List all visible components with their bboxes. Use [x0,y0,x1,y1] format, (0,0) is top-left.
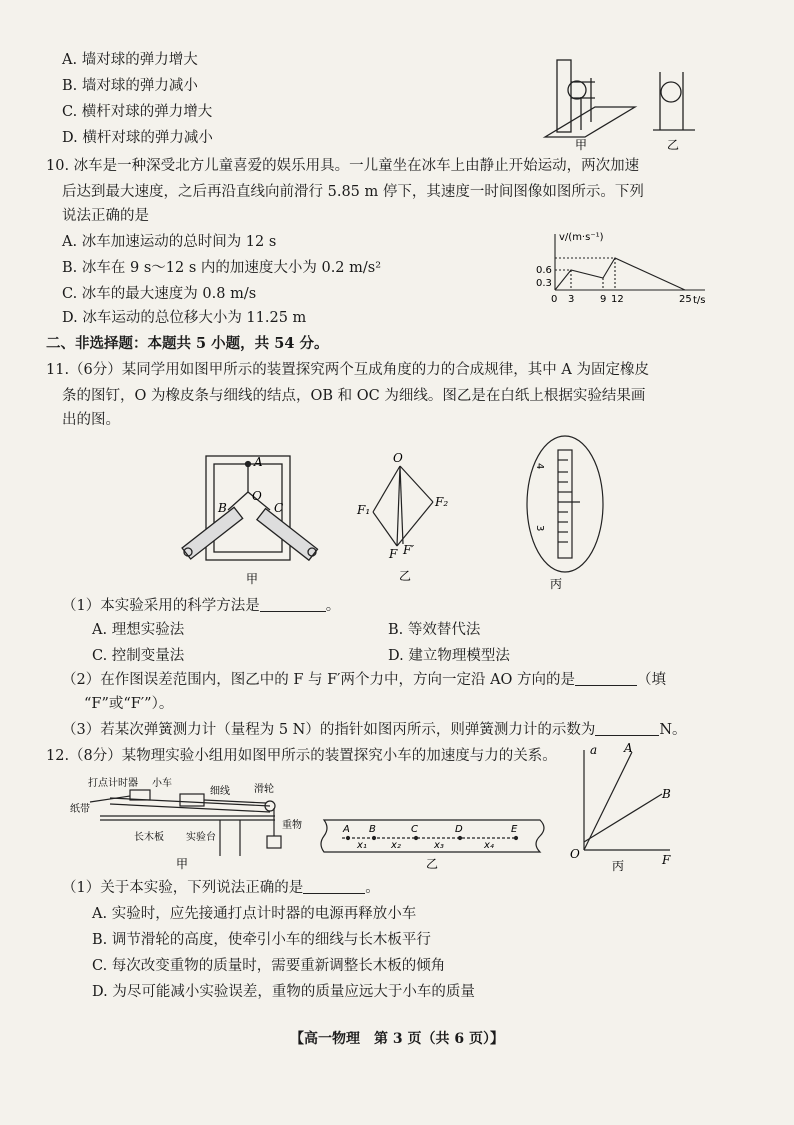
q11-point-c: C [274,501,284,515]
q10-stem-3: 说法正确的是 [62,208,149,224]
q11-stem-1: 11.（6分）某同学用如图甲所示的装置探究两个互成角度的力的合成规律，其中 A 为固定橡皮 [46,362,649,378]
q11-sub1-option-d: D. 建立物理模型法 [388,648,510,664]
q11-sub3-blank[interactable] [595,721,659,736]
q12-fig-car: 小车 [152,778,172,789]
page-footer: 【高一物理 第 3 页（共 6 页）】 [290,1031,504,1047]
q10-graph-xtick-9: 9 [600,294,607,305]
q11-sub1: （1）本实验采用的科学方法是 。 [62,598,341,614]
q12-fig-jia-label: 甲 [176,857,189,871]
q12-sub1-option-d: D. 为尽可能减小实验误差，重物的质量应远大于小车的质量 [92,984,475,1000]
q11-sub1-option-b: B. 等效替代法 [388,622,481,638]
q12-sub1-option-c: C. 每次改变重物的质量时，需要重新调整长木板的倾角 [92,958,446,974]
q11-sub1-blank[interactable] [260,597,326,612]
q10-graph-xtick-25: 25 [679,294,692,305]
q12-graph-xlabel: F [662,853,671,867]
q11-sub2-cont: “F”或“F′”）。 [84,696,174,712]
q11-fig-yi-label: 乙 [399,569,412,583]
q12-fig-yi [318,808,554,872]
q12-tape-x2: x₂ [391,840,401,851]
q10-graph-xtick-3: 3 [568,294,575,305]
q11-stem-3: 出的图。 [62,412,120,428]
q12-sub1: （1）关于本实验，下列说法正确的是 。 [62,880,380,896]
q10-graph-xtick-12: 12 [611,294,624,305]
q12-graph-line-b: B [662,787,671,801]
q11-sub3: （3）若某次弹簧测力计（量程为 5 N）的指针如图丙所示，则弹簧测力计的示数为 N。 [62,722,687,738]
q11-fig-bing [520,432,620,592]
q12-graph-line-a: A [624,742,633,755]
q12-tape-x4: x₄ [484,840,494,851]
q11-fig-jia [170,450,330,590]
q11-sub2-blank[interactable] [575,671,637,686]
q10-option-b: B. 冰车在 9 s～12 s 内的加速度大小为 0.2 m/s² [62,260,382,276]
q10-stem-1: 10. 冰车是一种深受北方儿童喜爱的娱乐用具。一儿童坐在冰车上由静止开始运动，两次加速 [46,158,640,174]
q12-fig-table: 实验台 [186,832,216,843]
q11-fig-yi-o: O [393,451,403,465]
q9-option-b: B. 墙对球的弹力减小 [62,78,198,94]
q12-fig-tape: 纸带 [70,804,90,815]
q12-graph-ylabel: a [590,743,598,757]
q12-fig-pulley: 滑轮 [254,784,274,795]
q11-point-o: O [252,489,262,503]
q10-graph-ylabel: v/(m·s⁻¹) [559,232,604,243]
q11-sub1-option-a: A. 理想实验法 [92,622,185,638]
q11-point-a: A [254,455,263,469]
q11-fig-jia-label: 甲 [246,572,259,586]
q11-fig-yi-f2: F₂ [435,495,449,509]
q10-graph-ytick-03: 0.3 [536,278,552,289]
q12-stem: 12.（8分）某物理实验小组用如图甲所示的装置探究小车的加速度与力的关系。 [46,748,557,764]
q12-tape-d: D [455,824,463,835]
q10-graph-xlabel: t/s [693,295,706,306]
q11-point-b: B [218,501,227,515]
q9-fig-jia-label: 甲 [575,138,588,152]
q10-option-a: A. 冰车加速运动的总时间为 12 s [62,234,277,250]
q9-fig-jia-diagram [545,60,695,137]
q12-tape-x1: x₁ [357,840,367,851]
q10-option-c: C. 冰车的最大速度为 0.8 m/s [62,286,257,302]
q10-stem-2: 后达到最大速度，之后再沿直线向前滑行 5.85 m 停下，其速度一时间图像如图所示。下列 [62,184,644,200]
q12-fig-board: 长木板 [134,832,164,843]
q12-tape-b: B [369,824,376,835]
q10-vt-graph [535,228,715,306]
q12-tape-e: E [511,824,518,835]
q12-tape-c: C [411,824,418,835]
q12-fig-weight: 重物 [282,820,302,831]
q9-fig-yi-label: 乙 [667,138,680,152]
q9-figure [535,42,715,152]
q9-option-d: D. 横杆对球的弹力减小 [62,130,213,146]
q12-fig-yi-label: 乙 [426,857,439,871]
q11-scale-4: 4 [534,463,545,470]
q11-fig-yi-fprime: F′ [403,543,415,557]
q11-fig-yi-f1: F₁ [357,503,371,517]
section-2-title: 二、非选择题：本题共 5 小题，共 54 分。 [46,335,329,352]
q11-stem-2: 条的图钉，O 为橡皮条与细线的结点，OB 和 OC 为细线。图乙是在白纸上根据实验结果画 [62,388,646,404]
q12-fig-bing-label: 丙 [612,859,625,872]
q12-graph-origin: O [570,847,580,861]
q12-sub1-option-b: B. 调节滑轮的高度，使牵引小车的细线与长木板平行 [92,932,431,948]
q9-fig-yi-diagram [653,72,695,130]
q10-option-d: D. 冰车运动的总位移大小为 11.25 m [62,310,307,326]
q12-sub1-option-a: A. 实验时，应先接通打点计时器的电源再释放小车 [92,906,417,922]
q12-fig-jia [70,776,310,872]
q12-tape-a: A [343,824,350,835]
q12-tape-x3: x₃ [434,840,444,851]
q12-fig-timer: 打点计时器 [88,778,138,789]
q10-graph-xtick-0: 0 [551,294,558,305]
q11-scale-3: 3 [534,525,545,532]
q11-fig-yi [355,450,455,585]
q10-graph-ytick-06: 0.6 [536,265,552,276]
q9-option-a: A. 墙对球的弹力增大 [62,52,198,68]
q11-sub1-option-c: C. 控制变量法 [92,648,185,664]
q9-option-c: C. 横杆对球的弹力增大 [62,104,213,120]
q12-sub1-blank[interactable] [303,879,365,894]
q11-fig-bing-label: 丙 [550,577,563,591]
q11-fig-yi-f: F [389,547,398,561]
q11-sub2: （2）在作图误差范围内，图乙中的 F 与 F′两个力中，方向一定沿 AO 方向的是 （填 [62,672,667,688]
q12-fig-bing [566,742,676,872]
q12-fig-string: 细线 [210,786,230,797]
